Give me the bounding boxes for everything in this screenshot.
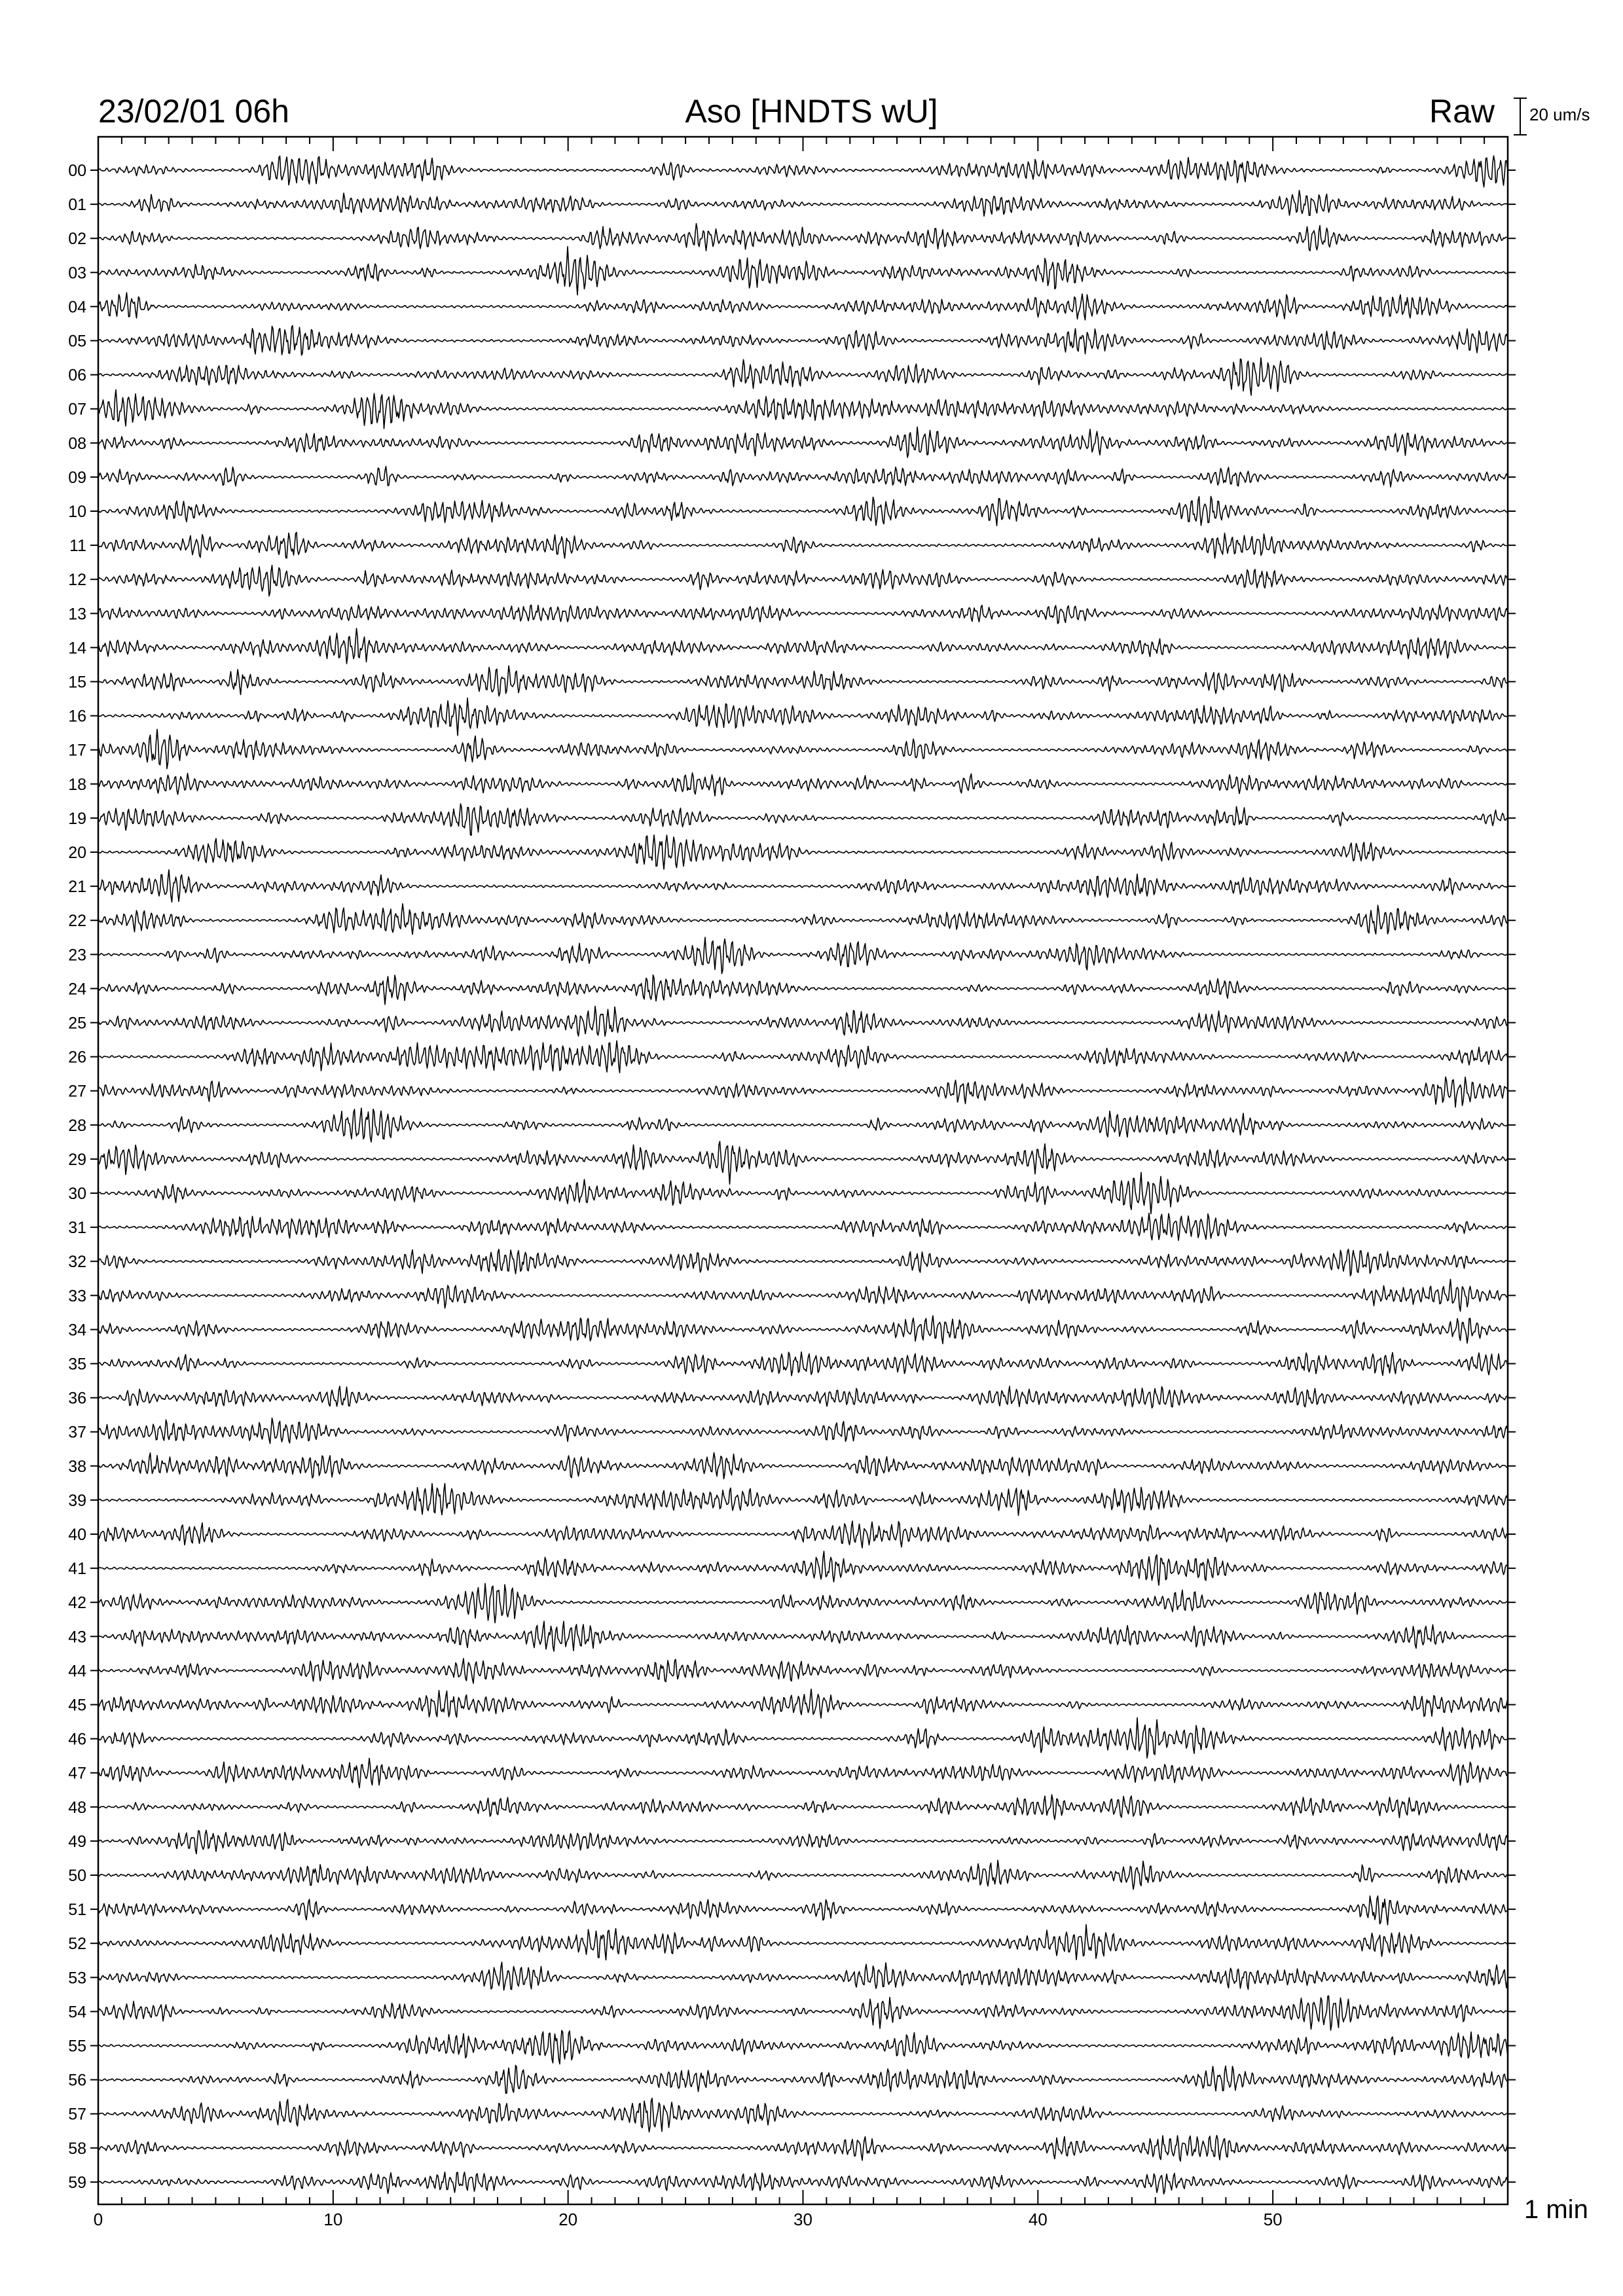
trace-row-20 (98, 835, 1508, 869)
trace-row-41 (98, 1551, 1508, 1585)
trace-row-07 (98, 390, 1508, 429)
row-label: 39 (68, 1491, 86, 1510)
trace-row-04 (98, 293, 1508, 320)
row-label: 28 (68, 1116, 86, 1135)
trace-row-13 (98, 605, 1508, 624)
trace-row-31 (98, 1213, 1508, 1241)
row-label: 26 (68, 1048, 86, 1067)
trace-row-38 (98, 1453, 1508, 1479)
trace-row-37 (98, 1418, 1508, 1444)
row-label: 53 (68, 1969, 86, 1988)
trace-row-45 (98, 1689, 1508, 1718)
chart-title: Aso [HNDTS wU] (685, 93, 938, 130)
row-label: 52 (68, 1935, 86, 1954)
row-label: 02 (68, 230, 86, 249)
trace-row-48 (98, 1795, 1508, 1820)
row-label: 22 (68, 912, 86, 931)
row-label: 24 (68, 980, 86, 999)
row-label: 44 (68, 1662, 86, 1681)
row-label: 55 (68, 2037, 86, 2056)
mode-label: Raw (1429, 93, 1495, 130)
x-tick-label: 30 (793, 2210, 812, 2229)
trace-row-09 (98, 467, 1508, 487)
trace-row-27 (98, 1077, 1508, 1107)
row-label: 23 (68, 946, 86, 965)
scale-bar-label: 20 um/s (1529, 105, 1590, 124)
x-tick-label: 20 (558, 2210, 578, 2229)
row-label: 47 (68, 1764, 86, 1783)
trace-row-28 (98, 1108, 1508, 1142)
trace-row-15 (98, 666, 1508, 696)
x-tick-label: 0 (93, 2210, 103, 2229)
row-label: 41 (68, 1560, 86, 1579)
row-label: 49 (68, 1832, 86, 1851)
trace-row-08 (98, 427, 1508, 457)
trace-row-14 (98, 628, 1508, 664)
row-label: 12 (68, 571, 86, 590)
trace-row-56 (98, 2066, 1508, 2094)
row-label: 21 (68, 878, 86, 897)
row-label: 19 (68, 809, 86, 828)
row-label: 06 (68, 366, 86, 385)
x-tick-label: 50 (1263, 2210, 1283, 2229)
trace-row-34 (98, 1316, 1508, 1344)
trace-row-39 (98, 1484, 1508, 1516)
date-label: 23/02/01 06h (98, 93, 289, 130)
scale-bar (1514, 98, 1527, 135)
row-label: 13 (68, 605, 86, 624)
row-label: 27 (68, 1082, 86, 1101)
row-label: 15 (68, 673, 86, 692)
row-label: 37 (68, 1423, 86, 1442)
trace-row-11 (98, 532, 1508, 558)
row-label: 50 (68, 1867, 86, 1885)
x-tick-label: 40 (1028, 2210, 1048, 2229)
trace-row-58 (98, 2136, 1508, 2161)
trace-row-40 (98, 1521, 1508, 1548)
row-label: 46 (68, 1730, 86, 1749)
row-label: 57 (68, 2105, 86, 2124)
row-label: 20 (68, 844, 86, 862)
trace-row-01 (98, 190, 1508, 216)
trace-row-44 (98, 1659, 1508, 1683)
row-label: 58 (68, 2139, 86, 2158)
trace-row-16 (98, 698, 1508, 735)
trace-row-18 (98, 773, 1508, 796)
trace-row-54 (98, 1996, 1508, 2030)
row-label: 32 (68, 1253, 86, 1272)
trace-row-33 (98, 1280, 1508, 1312)
trace-row-12 (98, 565, 1508, 596)
trace-row-03 (98, 247, 1508, 295)
trace-row-24 (98, 975, 1508, 1005)
row-label: 11 (69, 537, 86, 556)
trace-row-29 (98, 1141, 1508, 1184)
row-label: 17 (68, 741, 86, 760)
x-tick-label: 10 (323, 2210, 343, 2229)
trace-row-55 (98, 2030, 1508, 2064)
row-label: 18 (68, 775, 86, 794)
trace-row-50 (98, 1860, 1508, 1889)
trace-row-10 (98, 496, 1508, 526)
row-label: 45 (68, 1696, 86, 1715)
trace-row-47 (98, 1758, 1508, 1787)
trace-row-26 (98, 1041, 1508, 1073)
trace-row-42 (98, 1583, 1508, 1623)
row-label: 01 (68, 196, 86, 215)
row-label: 38 (68, 1457, 86, 1476)
trace-row-17 (98, 729, 1508, 768)
row-label: 04 (68, 298, 86, 317)
row-label: 00 (68, 162, 86, 180)
trace-row-35 (98, 1352, 1508, 1376)
row-label: 34 (68, 1321, 86, 1340)
trace-row-43 (98, 1621, 1508, 1651)
row-label: 16 (68, 707, 86, 726)
row-label: 48 (68, 1798, 86, 1817)
trace-row-23 (98, 937, 1508, 973)
row-label: 05 (68, 332, 86, 351)
row-label: 25 (68, 1014, 86, 1033)
row-label: 35 (68, 1355, 86, 1374)
trace-row-21 (98, 870, 1508, 902)
trace-row-57 (98, 2098, 1508, 2132)
trace-row-36 (98, 1386, 1508, 1408)
row-label: 40 (68, 1526, 86, 1544)
row-label: 10 (68, 503, 86, 521)
row-label: 03 (68, 264, 86, 283)
trace-row-46 (98, 1718, 1508, 1758)
trace-row-30 (98, 1172, 1508, 1213)
row-label: 07 (68, 400, 86, 419)
trace-row-05 (98, 326, 1508, 355)
row-label: 43 (68, 1628, 86, 1647)
row-label: 42 (68, 1594, 86, 1613)
row-label: 56 (68, 2071, 86, 2090)
row-label: 09 (68, 468, 86, 487)
row-label: 29 (68, 1150, 86, 1169)
row-label: 31 (68, 1219, 86, 1238)
row-label: 14 (68, 639, 86, 658)
trace-row-06 (98, 358, 1508, 395)
trace-row-51 (98, 1896, 1508, 1925)
row-label: 59 (68, 2173, 86, 2192)
trace-row-02 (98, 224, 1508, 251)
trace-row-25 (98, 1006, 1508, 1036)
row-label: 51 (68, 1901, 86, 1920)
trace-row-19 (98, 804, 1508, 835)
row-label: 30 (68, 1185, 86, 1203)
row-label: 33 (68, 1287, 86, 1306)
trace-row-32 (98, 1249, 1508, 1276)
trace-row-52 (98, 1925, 1508, 1960)
row-label: 54 (68, 2003, 86, 2022)
x-unit-label: 1 min (1524, 2195, 1588, 2224)
trace-row-49 (98, 1830, 1508, 1854)
row-label: 08 (68, 434, 86, 453)
row-label: 36 (68, 1389, 86, 1408)
trace-row-00 (98, 156, 1508, 187)
trace-row-22 (98, 904, 1508, 935)
trace-row-53 (98, 1962, 1508, 1990)
